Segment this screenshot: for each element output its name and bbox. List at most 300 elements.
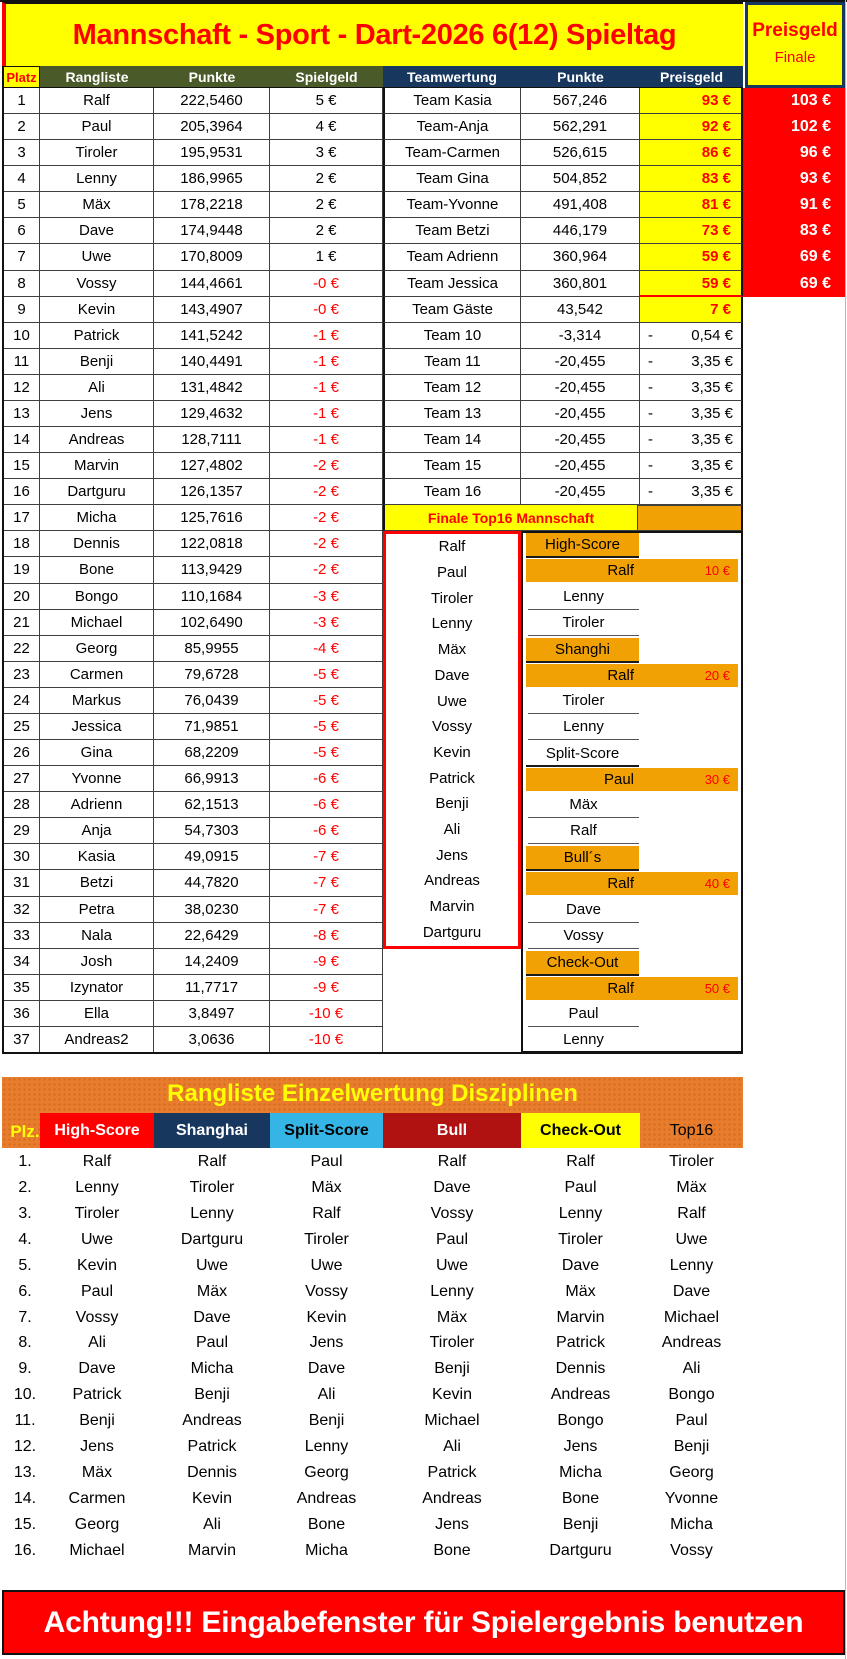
discipline-cell: Tiroler — [189, 1178, 235, 1196]
team-finale-value: 91 € — [799, 196, 831, 214]
finale-top16-name: Ali — [386, 817, 518, 843]
discipline-cell: Ali — [203, 1515, 221, 1533]
bracket-row — [523, 689, 741, 715]
player-points-cell: 222,5460 — [154, 88, 270, 114]
player-money-cell: -7 € — [270, 897, 383, 923]
discipline-cell: Andreas — [182, 1412, 242, 1430]
discipline-cell: Dave — [193, 1308, 231, 1326]
discipline-cell: Bongo — [668, 1386, 715, 1404]
discipline-cell: Dave — [672, 1282, 711, 1300]
bracket-entry-cell: Paul — [528, 1002, 639, 1027]
bracket-entry-cell: Vossy — [528, 924, 639, 949]
team-prize-cell — [640, 349, 743, 375]
finale-top16-name: Mäx — [386, 637, 518, 663]
player-name-cell: Ralf — [40, 88, 154, 114]
bracket-entry-cell: Ralf — [528, 819, 639, 844]
team-prize-cell — [640, 401, 743, 427]
discipline-cell: Dave — [433, 1178, 471, 1196]
discipline-row-number: 4. — [18, 1230, 32, 1248]
player-name-cell: Petra — [40, 897, 154, 923]
bracket-row — [523, 898, 741, 924]
bracket-winner-cell — [526, 872, 738, 895]
player-rank-cell: 10 — [2, 323, 40, 349]
discipline-cell: Michael — [424, 1412, 480, 1430]
discipline-cell: Dennis — [187, 1464, 237, 1482]
team-points-cell: -20,455 — [521, 427, 640, 453]
player-rank-cell: 14 — [2, 427, 40, 453]
player-points-cell: 44,7820 — [154, 870, 270, 896]
discipline-cell: Jens — [435, 1515, 469, 1533]
discipline-row-number: 16. — [13, 1541, 37, 1559]
finale-top16-header: Finale Top16 Mannschaft — [383, 505, 638, 531]
team-prize-cell — [640, 375, 743, 401]
player-money-cell: -0 € — [270, 271, 383, 297]
team-prize-cell — [640, 479, 743, 505]
team-prize-cell: 83 € — [640, 166, 743, 192]
player-money-cell: -7 € — [270, 870, 383, 896]
discipline-cell: Jens — [563, 1438, 598, 1456]
bracket-winner-cell — [526, 559, 738, 582]
header-team-punkte: Punkte — [521, 66, 640, 88]
discipline-cell: Ralf — [437, 1153, 467, 1170]
bracket-row — [523, 871, 741, 897]
discipline-cell: Micha — [559, 1464, 602, 1482]
player-money-cell: 5 € — [270, 88, 383, 114]
player-rank-cell: 17 — [2, 505, 40, 531]
player-points-cell: 85,9955 — [154, 636, 270, 662]
discipline-cell: Benji — [562, 1515, 599, 1533]
disciplines-plz-label: Plz. — [10, 1122, 40, 1141]
team-name-cell: Team 15 — [383, 453, 521, 479]
discipline-cell: Paul — [675, 1412, 708, 1430]
team-prize-cell: 86 € — [640, 140, 743, 166]
prize-value: 3,35 € — [691, 483, 733, 501]
player-name-cell: Markus — [40, 688, 154, 714]
player-points-cell: 68,2209 — [154, 740, 270, 766]
discipline-cell: Michael — [69, 1541, 125, 1559]
bracket-row — [523, 1028, 741, 1054]
discipline-cell: Mäx — [565, 1282, 596, 1300]
discipline-cell: Vossy — [305, 1282, 348, 1300]
team-prize-cell: 7 € — [640, 297, 743, 323]
team-name-cell: Team Jessica — [383, 271, 521, 297]
discipline-cell: Ralf — [82, 1153, 112, 1170]
discipline-cell: Micha — [190, 1360, 234, 1378]
player-money-cell: 3 € — [270, 140, 383, 166]
player-money-cell: -6 € — [270, 818, 383, 844]
discipline-cell: Mäx — [311, 1178, 342, 1196]
discipline-cell: Vossy — [670, 1541, 713, 1559]
player-name-cell: Georg — [40, 636, 154, 662]
bracket-row — [523, 819, 741, 845]
prize-dash: - — [648, 378, 653, 396]
team-name-cell: Team Gina — [383, 166, 521, 192]
header-spielgeld: Spielgeld — [270, 66, 383, 88]
discipline-cell: Bone — [561, 1489, 600, 1507]
finale-prize-column — [743, 88, 845, 297]
bracket-winner-cell — [526, 977, 738, 1000]
prize-dash: - — [648, 326, 653, 344]
player-rank-cell: 26 — [2, 740, 40, 766]
discipline-row-number: 5. — [18, 1256, 32, 1274]
player-money-cell: -5 € — [270, 740, 383, 766]
prize-bracket-zone — [521, 531, 743, 1053]
finale-top16-name: Lenny — [386, 611, 518, 637]
discipline-cell: Ralf — [197, 1153, 227, 1170]
team-finale-value: 96 € — [799, 144, 831, 162]
header-teamwertung: Teamwertung — [383, 66, 521, 88]
player-name-cell: Lenny — [40, 166, 154, 192]
discipline-row-number: 10. — [13, 1386, 37, 1404]
player-name-cell: Kevin — [40, 297, 154, 323]
player-name-cell: Micha — [40, 505, 154, 531]
bracket-row — [523, 1002, 741, 1028]
player-name-cell: Patrick — [40, 323, 154, 349]
player-rank-cell: 12 — [2, 375, 40, 401]
player-points-cell: 174,9448 — [154, 218, 270, 244]
player-money-cell: -1 € — [270, 349, 383, 375]
discipline-cell: Kevin — [76, 1256, 118, 1274]
team-points-cell: -20,455 — [521, 401, 640, 427]
discipline-cell: Lenny — [430, 1282, 474, 1300]
bracket-row — [523, 950, 741, 976]
discipline-cell: Paul — [80, 1282, 114, 1300]
bracket-row — [523, 845, 741, 871]
team-points-cell: 360,801 — [521, 271, 640, 297]
player-name-cell: Tiroler — [40, 140, 154, 166]
player-name-cell: Josh — [40, 949, 154, 975]
team-prize-cell: 73 € — [640, 218, 743, 244]
team-name-cell: Team-Carmen — [383, 140, 521, 166]
discipline-row-number: 7. — [18, 1308, 32, 1326]
player-money-cell: -2 € — [270, 505, 383, 531]
player-points-cell: 126,1357 — [154, 479, 270, 505]
bracket-discipline-label: Bull´s — [526, 846, 639, 871]
discipline-cell: Benji — [434, 1360, 470, 1378]
bracket-winner-amount: 30 € — [704, 772, 730, 788]
discipline-cell: Mäx — [196, 1282, 228, 1300]
player-money-cell: -5 € — [270, 688, 383, 714]
discipline-cell: Tiroler — [74, 1204, 120, 1222]
player-rank-cell: 5 — [2, 192, 40, 218]
player-points-cell: 170,8009 — [154, 244, 270, 270]
discipline-cell: Benji — [673, 1438, 710, 1456]
bracket-winner-name: Ralf — [607, 666, 634, 684]
player-money-cell: -3 € — [270, 610, 383, 636]
discipline-cell: Vossy — [75, 1308, 119, 1326]
player-points-cell: 22,6429 — [154, 923, 270, 949]
player-rank-cell: 31 — [2, 870, 40, 896]
team-points-cell: 504,852 — [521, 166, 640, 192]
player-name-cell: Kasia — [40, 844, 154, 870]
team-points-cell: 43,542 — [521, 297, 640, 323]
discipline-cell: Uwe — [675, 1230, 708, 1248]
player-name-cell: Dartguru — [40, 479, 154, 505]
player-name-cell: Dennis — [40, 531, 154, 557]
team-finale-value: 103 € — [790, 92, 831, 109]
discipline-cell: Tiroler — [304, 1230, 349, 1248]
player-money-cell: -0 € — [270, 297, 383, 323]
team-name-cell: Team Betzi — [383, 218, 521, 244]
prize-dash: - — [648, 457, 653, 475]
player-name-cell: Vossy — [40, 271, 154, 297]
player-points-cell: 113,9429 — [154, 557, 270, 583]
discipline-cell: Marvin — [556, 1308, 605, 1326]
player-points-cell: 38,0230 — [154, 897, 270, 923]
discipline-cell: Michael — [663, 1308, 720, 1326]
discipline-cell: Uwe — [195, 1256, 228, 1274]
player-money-cell: -1 € — [270, 427, 383, 453]
prize-value: 3,35 € — [691, 352, 733, 370]
player-points-cell: 143,4907 — [154, 297, 270, 323]
team-points-cell: -20,455 — [521, 349, 640, 375]
team-prize-cell: 93 € — [640, 88, 743, 114]
prize-value: 3,35 € — [691, 431, 733, 449]
discipline-cell: Bone — [433, 1541, 471, 1559]
player-money-cell: 1 € — [270, 244, 383, 270]
team-points-cell: 562,291 — [521, 114, 640, 140]
prize-finale-box — [745, 2, 845, 88]
player-points-cell: 125,7616 — [154, 505, 270, 531]
discipline-cell: Paul — [435, 1230, 469, 1248]
discipline-cell: Lenny — [558, 1204, 603, 1222]
team-name-cell: Team Kasia — [383, 88, 521, 114]
warning-banner: Achtung!!! Eingabefenster für Spielergebnis benutzen — [2, 1590, 845, 1655]
discipline-cell: Dartguru — [549, 1541, 612, 1559]
finale-top16-header-fill — [638, 505, 743, 531]
player-rank-cell: 21 — [2, 610, 40, 636]
finale-top16-name: Ralf — [386, 534, 518, 560]
player-name-cell: Dave — [40, 218, 154, 244]
discipline-cell: Dave — [307, 1360, 346, 1378]
team-name-cell: Team 13 — [383, 401, 521, 427]
header-platz: Platz — [2, 66, 40, 88]
player-rank-cell: 1 — [2, 88, 40, 114]
discipline-cell: Mäx — [81, 1464, 113, 1482]
bracket-entry-cell: Lenny — [528, 715, 639, 740]
discipline-cell: Dave — [561, 1256, 600, 1274]
player-name-cell: Gina — [40, 740, 154, 766]
player-money-cell: -1 € — [270, 323, 383, 349]
disciplines-title: Rangliste Einzelwertung Disziplinen — [167, 1080, 578, 1107]
discipline-cell: Georg — [669, 1464, 714, 1482]
player-rank-cell: 34 — [2, 949, 40, 975]
team-prize-cell — [640, 427, 743, 453]
player-points-cell: 14,2409 — [154, 949, 270, 975]
finale-top16-name: Kevin — [386, 740, 518, 766]
discipline-cell: Kevin — [191, 1489, 233, 1507]
header-rangliste: Rangliste — [40, 66, 154, 88]
player-rank-cell: 15 — [2, 453, 40, 479]
discipline-cell: Micha — [670, 1515, 713, 1533]
player-rank-cell: 37 — [2, 1027, 40, 1053]
player-money-cell: -10 € — [270, 1001, 383, 1027]
discipline-cell: Marvin — [187, 1541, 236, 1559]
discipline-cell: Lenny — [75, 1178, 119, 1196]
bracket-winner-amount: 10 € — [704, 563, 730, 579]
player-rank-cell: 20 — [2, 584, 40, 610]
prize-dash: - — [648, 352, 653, 370]
bracket-entry-cell: Lenny — [528, 585, 639, 610]
bracket-entry-cell: Lenny — [528, 1028, 639, 1053]
bracket-winner-name: Ralf — [607, 562, 634, 580]
player-money-cell: 2 € — [270, 166, 383, 192]
player-money-cell: -2 € — [270, 479, 383, 505]
discipline-cell: Georg — [304, 1464, 349, 1482]
bracket-winner-amount: 50 € — [704, 980, 730, 996]
bracket-row — [523, 924, 741, 950]
player-points-cell: 127,4802 — [154, 453, 270, 479]
discipline-row-number: 13. — [13, 1464, 37, 1482]
bracket-row — [523, 611, 741, 637]
finale-top16-name: Paul — [386, 560, 518, 586]
player-rank-cell: 9 — [2, 297, 40, 323]
player-rank-cell: 7 — [2, 244, 40, 270]
player-points-cell: 131,4842 — [154, 375, 270, 401]
player-rank-cell: 32 — [2, 897, 40, 923]
team-name-cell: Team Adrienn — [383, 244, 521, 270]
discipline-row-number: 14. — [13, 1489, 37, 1507]
discipline-cell: Uwe — [435, 1256, 468, 1274]
bracket-discipline-label: Shanghi — [526, 638, 639, 663]
player-rank-cell: 33 — [2, 923, 40, 949]
prize-value: 3,35 € — [691, 457, 733, 475]
player-name-cell: Andreas — [40, 427, 154, 453]
discipline-cell: Ali — [317, 1386, 336, 1404]
finale-top16-name: Dave — [386, 663, 518, 689]
discipline-cell: Paul — [564, 1178, 597, 1196]
player-rank-cell: 22 — [2, 636, 40, 662]
player-points-cell: 128,7111 — [154, 427, 270, 453]
player-rank-cell: 36 — [2, 1001, 40, 1027]
team-name-cell: Team-Yvonne — [383, 192, 521, 218]
player-points-cell: 66,9913 — [154, 766, 270, 792]
team-name-cell: Team 14 — [383, 427, 521, 453]
prize-finale-subtitle: Finale — [774, 49, 816, 66]
player-money-cell: 2 € — [270, 218, 383, 244]
player-rank-cell: 23 — [2, 662, 40, 688]
player-money-cell: -3 € — [270, 584, 383, 610]
player-rank-cell: 30 — [2, 844, 40, 870]
player-points-cell: 11,7717 — [154, 975, 270, 1001]
finale-top16-name: Patrick — [386, 766, 518, 792]
player-rank-cell: 19 — [2, 557, 40, 583]
discipline-cell: Mäx — [436, 1308, 468, 1326]
team-finale-value: 93 € — [799, 170, 831, 188]
discipline-cell: Dave — [78, 1360, 116, 1378]
discipline-cell: Patrick — [556, 1334, 605, 1352]
team-points-cell: 567,246 — [521, 88, 640, 114]
discipline-cell: Tiroler — [669, 1153, 714, 1170]
discipline-cell: Andreas — [296, 1489, 357, 1507]
discipline-cell: Vossy — [430, 1204, 474, 1222]
prize-dash: - — [648, 404, 653, 422]
player-rank-cell: 27 — [2, 766, 40, 792]
team-name-cell: Team-Anja — [383, 114, 521, 140]
discipline-cell: Benji — [194, 1386, 230, 1404]
player-rank-cell: 18 — [2, 531, 40, 557]
player-name-cell: Izynator — [40, 975, 154, 1001]
bracket-row — [523, 663, 741, 689]
team-points-cell: 446,179 — [521, 218, 640, 244]
discipline-cell: Patrick — [72, 1386, 122, 1404]
player-name-cell: Andreas2 — [40, 1027, 154, 1053]
finale-top16-name: Andreas — [386, 868, 518, 894]
discipline-cell: Ali — [88, 1334, 106, 1352]
player-money-cell: -9 € — [270, 975, 383, 1001]
discipline-cell: Jens — [80, 1438, 114, 1456]
player-name-cell: Marvin — [40, 453, 154, 479]
discipline-column-header-split-score: Split-Score — [270, 1113, 383, 1148]
player-points-cell: 3,0636 — [154, 1027, 270, 1053]
discipline-cell: Benji — [79, 1412, 115, 1430]
discipline-column-header-top16: Top16 — [669, 1122, 714, 1139]
player-money-cell: -4 € — [270, 636, 383, 662]
discipline-cell: Bone — [307, 1515, 346, 1533]
discipline-cell: Tiroler — [429, 1334, 475, 1352]
player-rank-cell: 4 — [2, 166, 40, 192]
player-name-cell: Mäx — [40, 192, 154, 218]
discipline-cell: Micha — [305, 1541, 348, 1559]
player-name-cell: Yvonne — [40, 766, 154, 792]
discipline-cell: Paul — [310, 1153, 343, 1170]
discipline-row-number: 3. — [18, 1204, 32, 1222]
team-points-cell: -20,455 — [521, 479, 640, 505]
bracket-row — [523, 793, 741, 819]
player-rank-cell: 6 — [2, 218, 40, 244]
team-prize-cell: 59 € — [640, 244, 743, 270]
bracket-row — [523, 741, 741, 767]
discipline-column-header-check-out: Check-Out — [521, 1113, 640, 1148]
discipline-cell: Ralf — [566, 1153, 595, 1170]
player-rank-cell: 2 — [2, 114, 40, 140]
player-points-cell: 195,9531 — [154, 140, 270, 166]
player-name-cell: Carmen — [40, 662, 154, 688]
prize-value: 3,35 € — [691, 378, 733, 396]
bracket-winner-cell — [526, 664, 738, 687]
bracket-discipline-label: High-Score — [526, 533, 639, 558]
team-finale-value: 69 € — [799, 274, 831, 292]
player-rank-cell: 16 — [2, 479, 40, 505]
player-money-cell: -6 € — [270, 766, 383, 792]
bracket-entry-cell: Tiroler — [528, 611, 639, 636]
player-points-cell: 178,2218 — [154, 192, 270, 218]
player-rank-cell: 24 — [2, 688, 40, 714]
team-points-cell: 491,408 — [521, 192, 640, 218]
player-money-cell: -6 € — [270, 792, 383, 818]
player-points-cell: 71,9851 — [154, 714, 270, 740]
team-points-cell: 526,615 — [521, 140, 640, 166]
player-rank-cell: 35 — [2, 975, 40, 1001]
team-name-cell: Team 11 — [383, 349, 521, 375]
bracket-entry-cell: Dave — [528, 898, 639, 923]
discipline-cell: Ali — [682, 1360, 701, 1378]
discipline-cell: Dartguru — [180, 1230, 244, 1248]
player-name-cell: Betzi — [40, 870, 154, 896]
discipline-cell: Tiroler — [558, 1230, 603, 1248]
finale-top16-name: Marvin — [386, 894, 518, 920]
player-name-cell: Jens — [40, 401, 154, 427]
player-name-cell: Uwe — [40, 244, 154, 270]
discipline-cell: Kevin — [306, 1308, 347, 1326]
bracket-discipline-label: Split-Score — [526, 742, 639, 767]
discipline-cell: Kevin — [431, 1386, 473, 1404]
bracket-winner-name: Paul — [603, 771, 634, 789]
team-prize-cell — [640, 323, 743, 349]
bracket-row — [523, 715, 741, 741]
player-name-cell: Nala — [40, 923, 154, 949]
disciplines-panel — [2, 1077, 743, 1148]
